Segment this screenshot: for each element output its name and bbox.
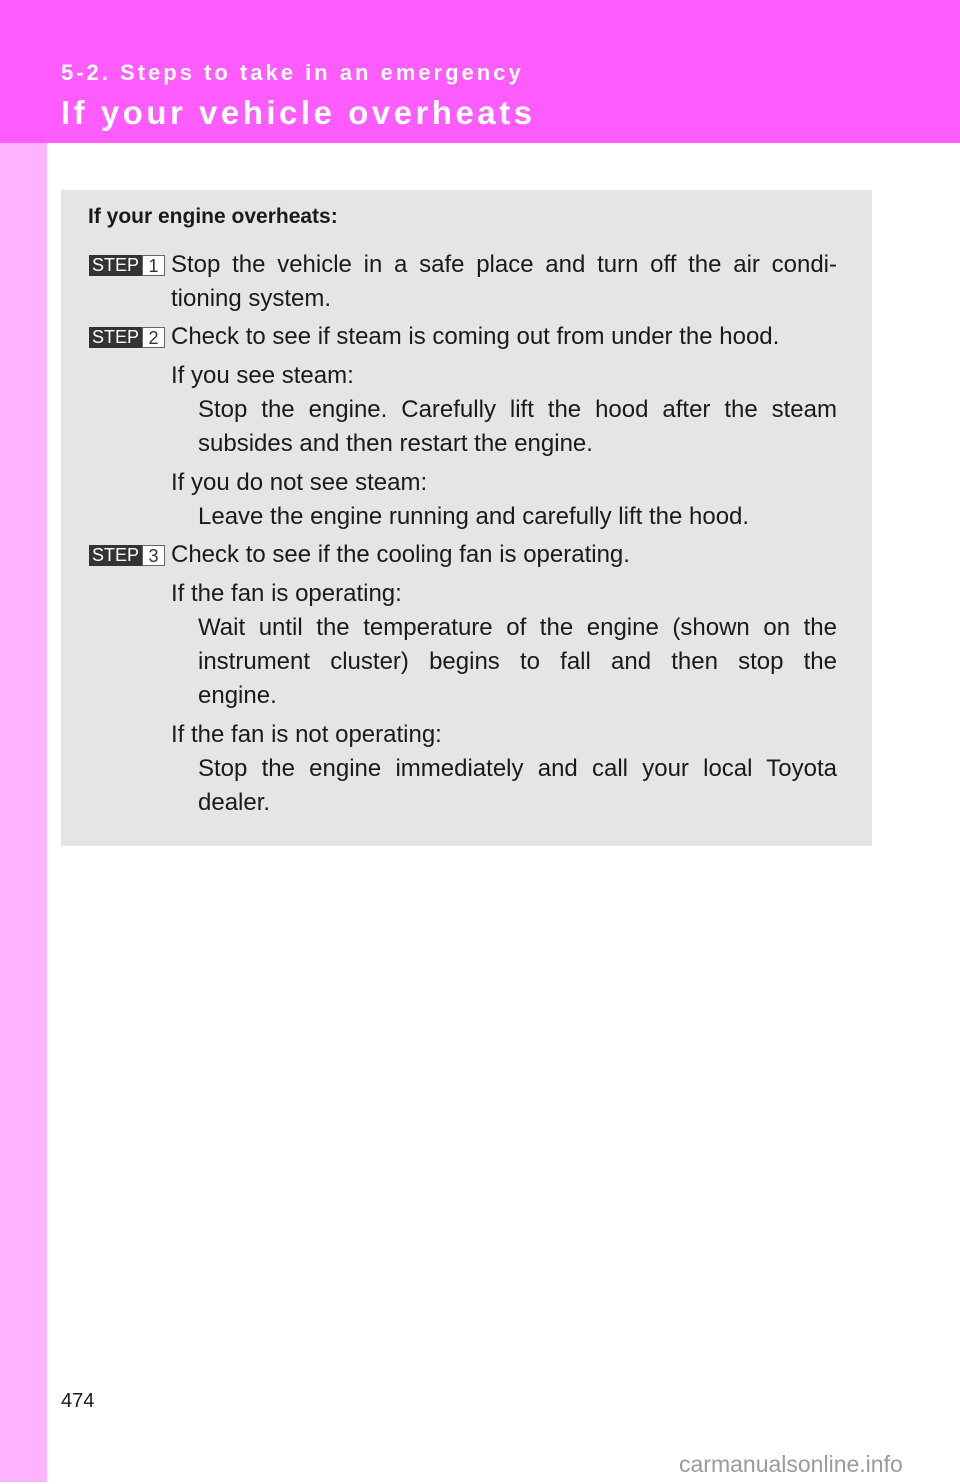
section-label: 5-2. Steps to take in an emergency bbox=[61, 60, 524, 85]
step-badge-number: 3 bbox=[142, 545, 165, 566]
condition-text: Leave the engine running and carefully lift the hood. bbox=[198, 503, 750, 530]
step-1-text: Stop the vehicle in a safe place and turn off the air condi- bbox=[171, 251, 837, 278]
step-badge-word: STEP bbox=[89, 255, 142, 276]
step-2-badge bbox=[89, 327, 165, 348]
page-title: If your vehicle overheats bbox=[61, 94, 536, 131]
condition-text: dealer. bbox=[198, 789, 271, 816]
condition-text: Stop the engine. Carefully lift the hood after the steam bbox=[198, 396, 837, 423]
condition-label: If you do not see steam: bbox=[171, 469, 428, 496]
page-number: 474 bbox=[61, 1390, 95, 1412]
step-3-text: Check to see if the cooling fan is operating. bbox=[171, 541, 630, 568]
step-badge-word: STEP bbox=[89, 327, 142, 348]
side-strip bbox=[0, 143, 47, 1482]
step-badge-number: 1 bbox=[142, 255, 165, 276]
condition-text: engine. bbox=[198, 682, 277, 709]
step-badge-number: 2 bbox=[142, 327, 165, 348]
step-1-text: tioning system. bbox=[171, 285, 332, 312]
box-heading: If your engine overheats: bbox=[88, 205, 338, 228]
condition-text: Wait until the temperature of the engine (shown on the bbox=[198, 614, 837, 641]
condition-label: If you see steam: bbox=[171, 362, 354, 389]
condition-label: If the fan is not operating: bbox=[171, 721, 442, 748]
watermark: carmanualsonline.info bbox=[679, 1451, 903, 1477]
step-badge-word: STEP bbox=[89, 545, 142, 566]
condition-text: instrument cluster) begins to fall and then stop the bbox=[198, 648, 837, 675]
condition-label: If the fan is operating: bbox=[171, 580, 402, 607]
step-2-text: Check to see if steam is coming out from under the hood. bbox=[171, 323, 780, 350]
condition-text: Stop the engine immediately and call your local Toyota bbox=[198, 755, 837, 782]
condition-text: subsides and then restart the engine. bbox=[198, 430, 593, 457]
step-1-badge bbox=[89, 255, 165, 276]
step-3-badge bbox=[89, 545, 165, 566]
